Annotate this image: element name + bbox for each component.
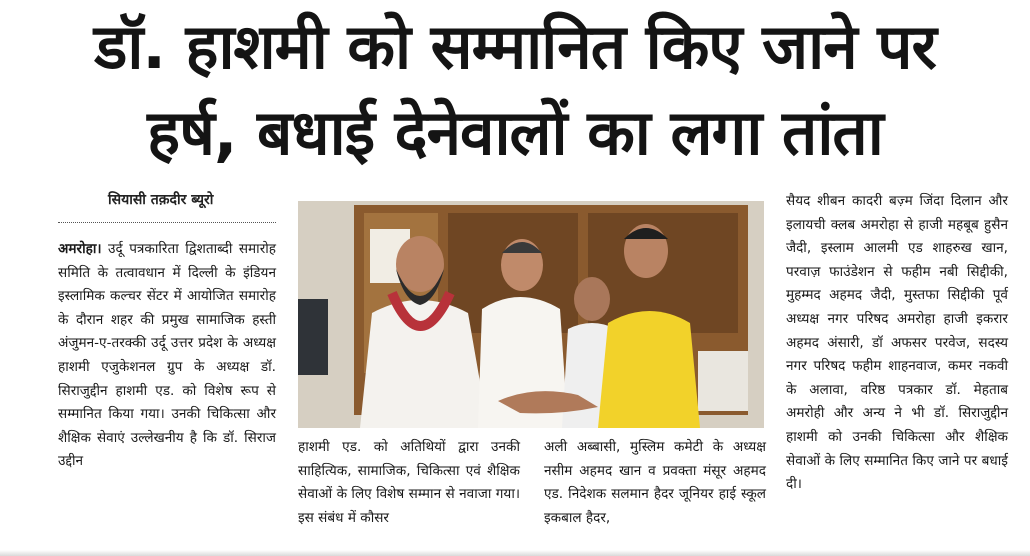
article-column-2: हाशमी एड. को अतिथियों द्वारा उनकी साहित्यिक, सामाजिक, चिकित्सा एवं शैक्षिक सेवाओं के लिए विशेष सम्मान से नवाजा गया। इस संबंध में कौसर: [298, 439, 520, 526]
page-bottom-edge: [0, 550, 1030, 556]
byline-divider: [58, 222, 276, 223]
article-column-3: अली अब्बासी, मुस्लिम कमेटी के अध्यक्ष नसीम अहमद खान व प्रवक्ता मंसूर अहमद एड. निदेशक सलमान हैदर जूनियर हाई स्कूल इकबाल हैदर,: [544, 439, 766, 526]
person-1: [360, 300, 488, 428]
headline-line-1: डॉ. हाशमी को सम्मानित किए जाने पर: [94, 10, 936, 83]
byline: सियासी तक़दीर ब्यूरो: [108, 192, 214, 208]
dateline: अमरोहा।: [58, 241, 102, 257]
article-column-1-text: उर्दू पत्रकारिता द्विशताब्दी समारोह समिति के तत्वावधान में दिल्ली के इंडियन इस्लामिक कल्चर सेंटर में आयोजित समारोह के दौरान शहर की प्रमुख सामाजिक हस्ती अंजुमन-ए-तरक्की उर्दू उत्तर प्रदेश के अध्यक्ष हाशमी एजुकेशनल ग्रुप के अध्यक्ष डॉ. सिराजुद्दीन हाशमी एड. को विशेष रूप से सम्मानित किया गया। उनकी चिकित्सा और शैक्षिक सेवाएं उल्लेखनीय है कि डॉ. सिराज उद्दीन: [58, 241, 276, 470]
photo-illustration: [298, 201, 764, 428]
article-column-4: सैयद शीबन कादरी बज़्म जिंदा दिलान और इलायची क्लब अमरोहा से हाजी महबूब हुसैन जैदी, इस्लाम आलमी एड शाहरुख खान, परवाज़ फाउंडेशन से फहीम नबी सिद्दीकी, मुहम्मद अहमद जैदी, मुस्तफा सिद्दीकी पूर्व अध्यक्ष नगर परिषद अमरोहा हाजी इकरार अहमद अंसारी, डॉ अफसर परवेज, सदस्य नगर परिषद फहीम शाहनवाज, कमर नकवी के अलावा, वरिष्ठ पत्रकार डॉ. मेहताब अमरोही और अन्य ने भी डॉ. सिराजुद्दीन हाशमी को उनकी चिकित्सा और शैक्षिक सेवाओं के लिए सम्मानित किए जाने पर बधाई दी।: [786, 193, 1008, 493]
person-4: [598, 311, 700, 428]
headline-line-2: हर्ष, बधाई देनेवालों का लगा तांता: [147, 96, 883, 169]
photo-monitor: [298, 299, 328, 375]
news-photo: [298, 201, 764, 428]
article-column-1: [58, 238, 276, 474]
